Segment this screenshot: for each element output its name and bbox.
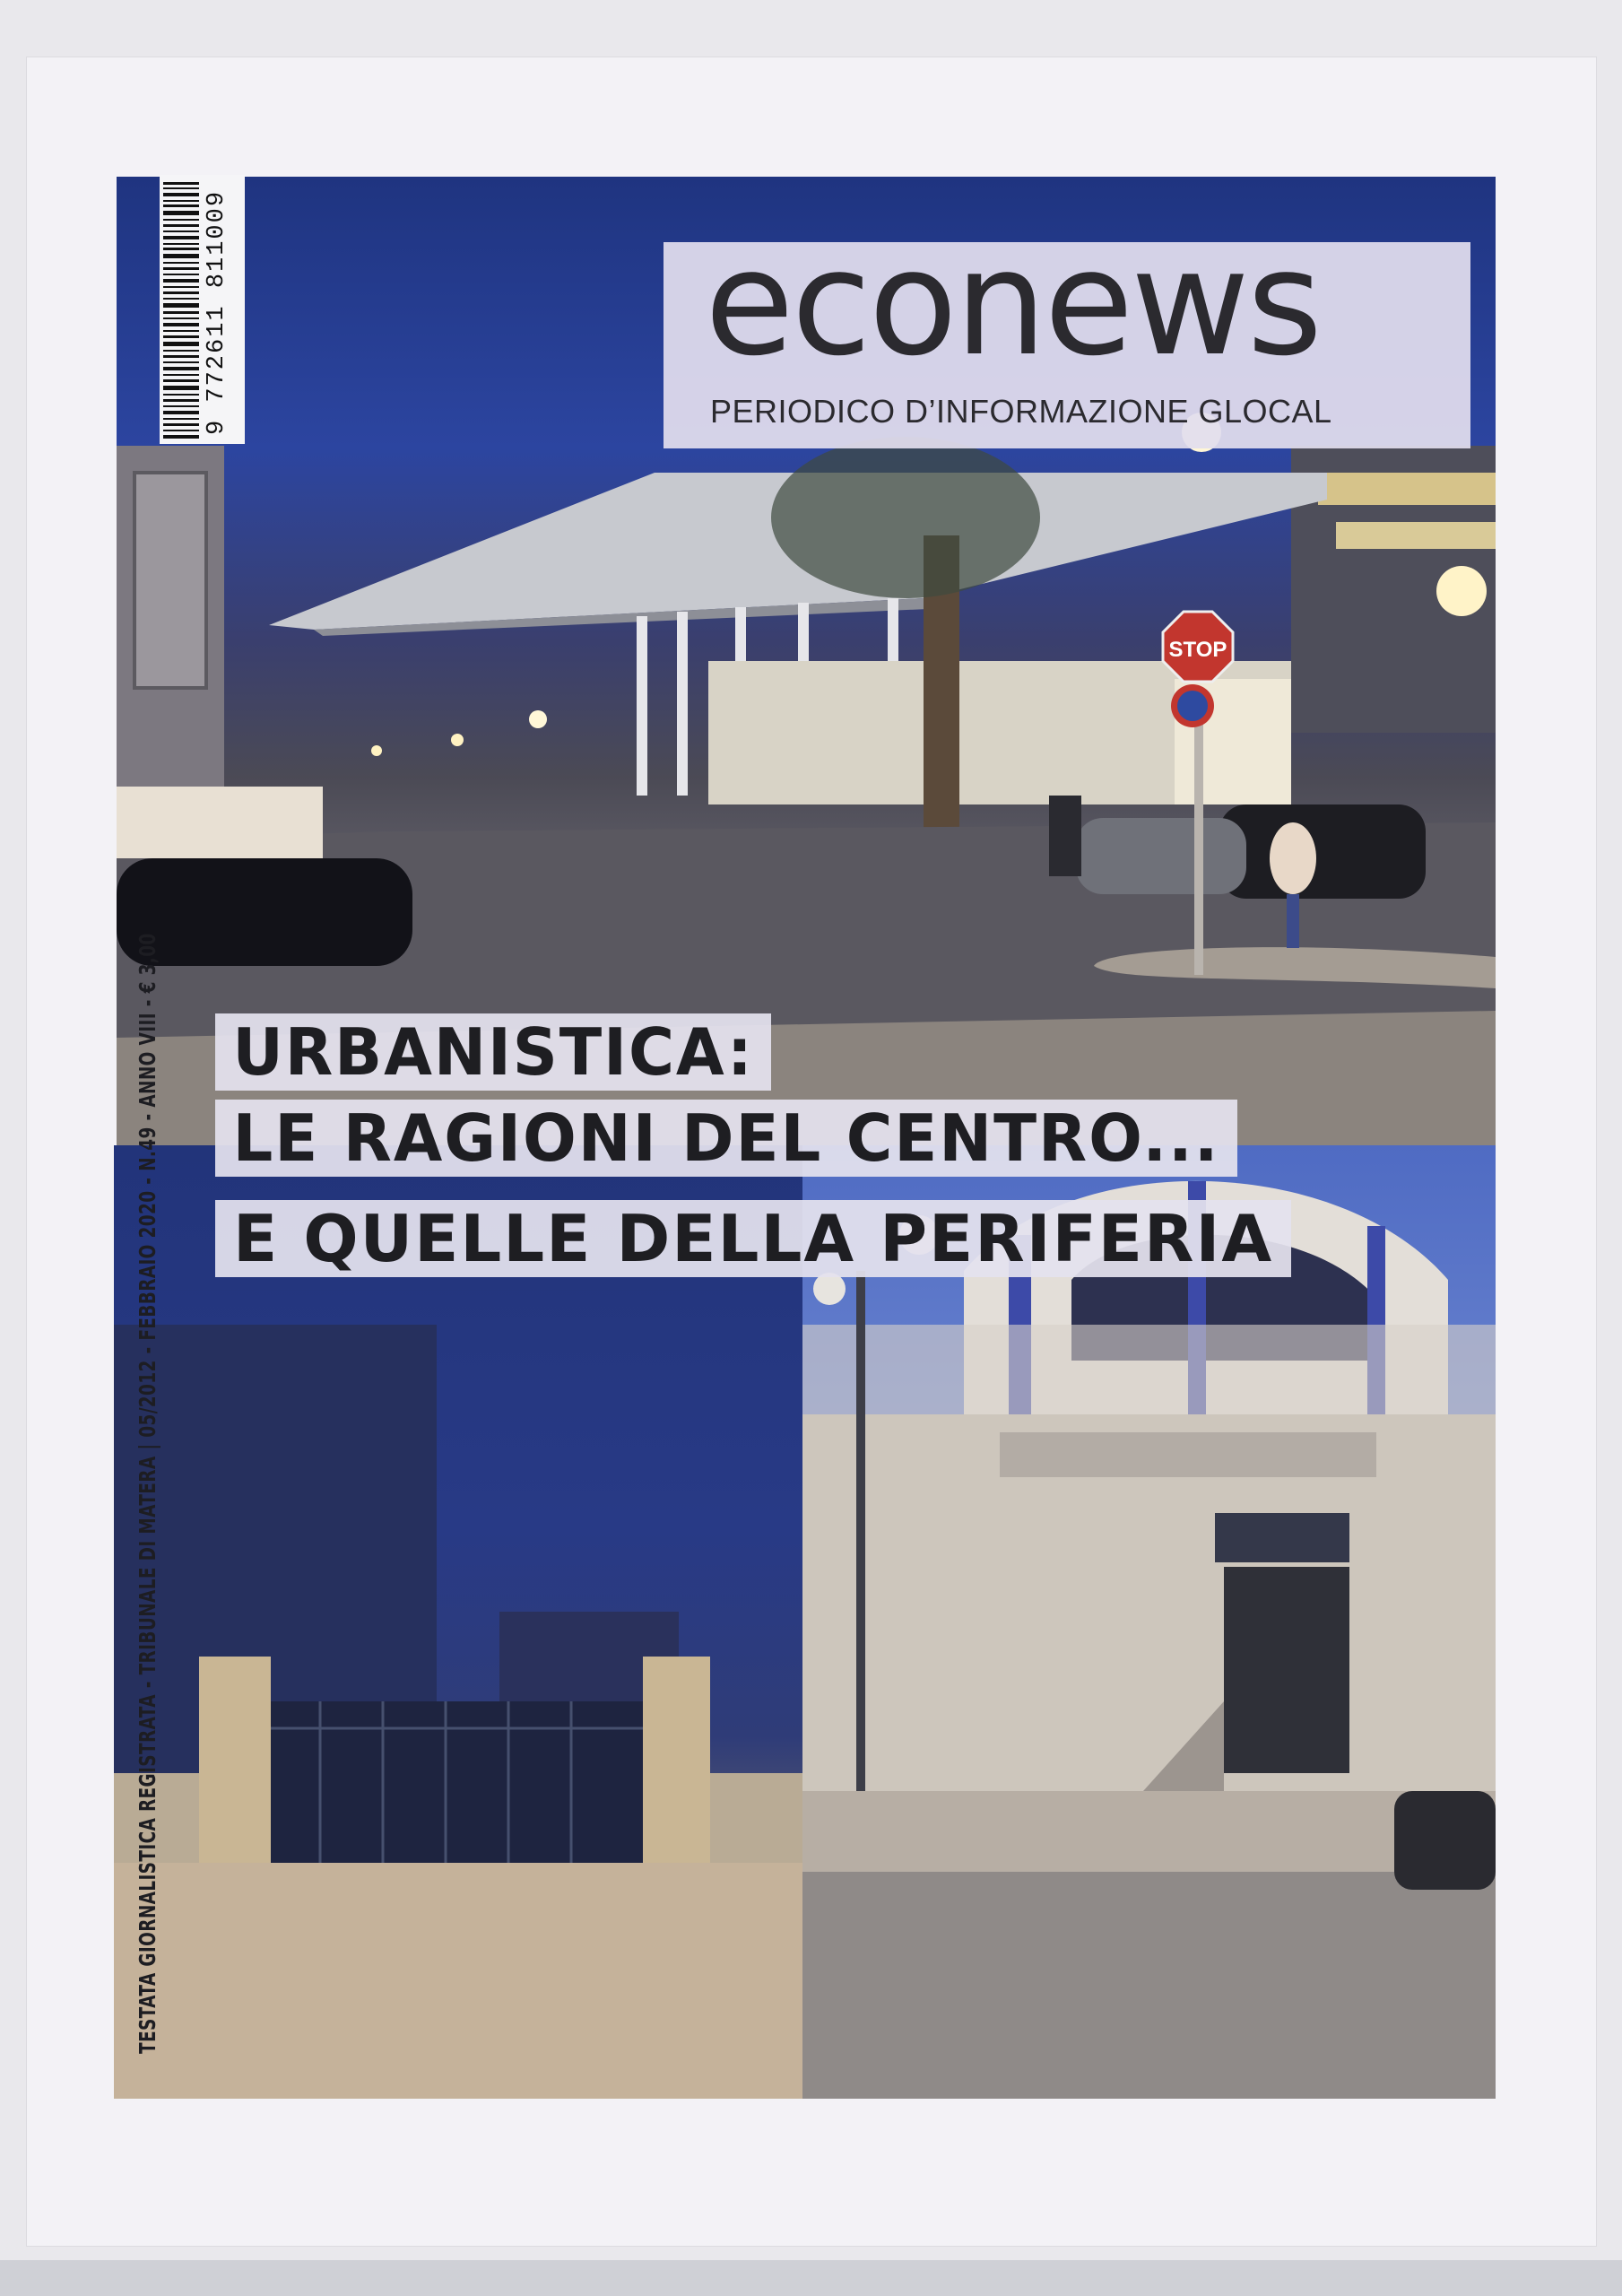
barcode-bars [160,175,245,444]
entrance-gate [1224,1567,1349,1773]
barcode [160,175,245,444]
dirt-ground [114,1863,802,2099]
stop-sign-text: STOP [1168,638,1227,662]
masthead-tagline: PERIODICO D’INFORMAZIONE GLOCAL [710,393,1332,430]
stop-sign-pole [1194,724,1203,975]
pedestrian [1270,822,1316,894]
entrance-canopy [1000,1432,1376,1477]
iron-gate [271,1701,643,1863]
registration-spine-text: TESTATA GIORNALISTICA REGISTRATA - TRIBUNALE DI MATERA | 05/2012 - FEBBRAIO 2020 - N.49 - ANNO VIII - € 3,00 [134,933,160,2054]
gate-dusk-scene [114,1145,802,2099]
white-van [117,787,323,858]
econews-logo: econews [705,220,1321,388]
masthead-box [664,220,1470,448]
barcode-digits: 9 772611 811009 [204,189,230,435]
parked-car [1219,804,1426,899]
cover-photo-periphery-gate [114,1145,802,2099]
moving-car [117,858,412,966]
entrance-sign [1215,1513,1349,1562]
scan-edge [0,2260,1622,2296]
headline-line-3: E QUELLE DELLA PERIFERIA [215,1200,1291,1277]
scooter-rider [1049,796,1081,876]
stone-pillar-right [643,1657,710,1863]
headline-line-2: LE RAGIONI DEL CENTRO... [215,1100,1237,1177]
cover-photo-periphery-building [802,1145,1496,2099]
headline-line-1: URBANISTICA: [215,1013,771,1091]
arched-building-scene [802,1145,1496,2099]
sidewalk [802,1872,1496,2099]
stone-pillar-left [199,1657,271,1863]
